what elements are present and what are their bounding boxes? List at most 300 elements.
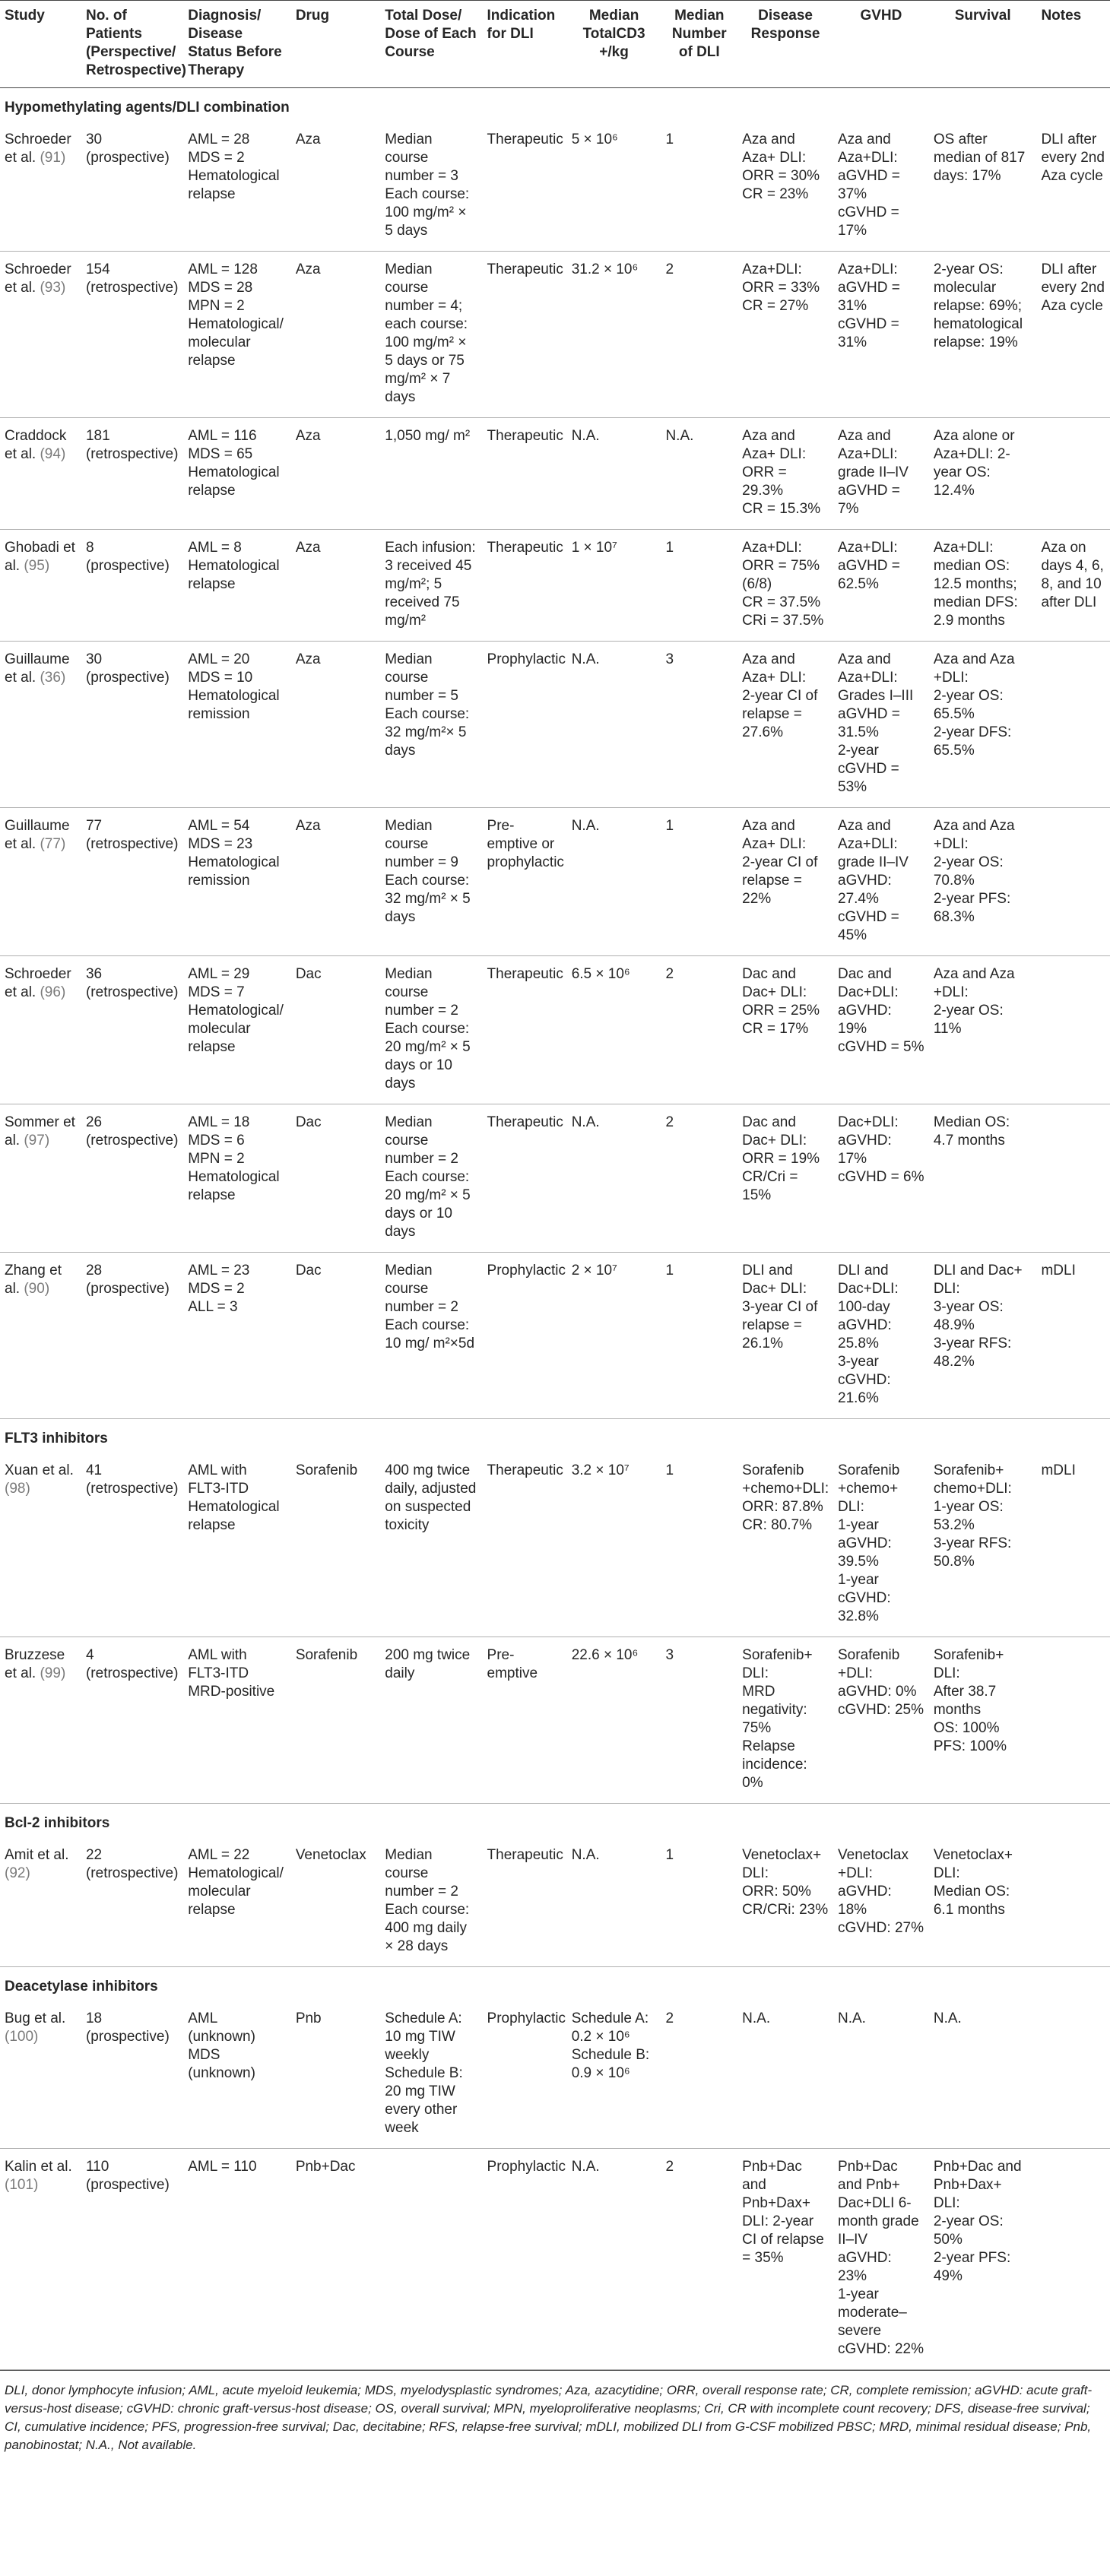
dose-cell — [380, 122, 482, 252]
diagnosis-line: Hematological remission — [188, 854, 280, 889]
diagnosis-cell — [183, 1837, 291, 1967]
gvhd-cell — [833, 2001, 929, 2149]
survival-line: PFS: 100% — [933, 1738, 1007, 1754]
diagnosis-line: Hematological/ molecular relapse — [188, 1003, 284, 1055]
dose-line: Median course number = 3 — [385, 131, 458, 184]
study-reference: (99) — [40, 1665, 66, 1681]
diagnosis-line: Hematological relapse — [188, 464, 280, 499]
dose-cell — [380, 1453, 482, 1637]
header-response: Disease Response — [750, 8, 820, 42]
header-notes: Notes — [1041, 8, 1082, 24]
study-name: Xuan et al. — [5, 1462, 74, 1478]
table-row — [0, 1253, 1110, 1419]
response-line: ORR = 29.3% — [742, 464, 787, 499]
response-line: 2-year CI of relapse = 22% — [742, 854, 818, 907]
gvhd-line: Aza+DLI: aGVHD = 31% — [838, 261, 900, 314]
dose-cell — [380, 1104, 482, 1253]
dose-cell — [380, 418, 482, 530]
drug-cell: Pnb — [291, 2001, 380, 2149]
response-line: CR: 80.7% — [742, 1517, 813, 1533]
response-line: CR/Cri = 15% — [742, 1169, 798, 1203]
dose-line: Schedule B: 20 mg TIW every other week — [385, 2065, 463, 2136]
diagnosis-cell — [183, 418, 291, 530]
gvhd-line: Sorafenib +DLI: aGVHD: 0% — [838, 1647, 917, 1700]
dose-line: Each infusion: 3 received 45 mg/m²; 5 received 75 mg/m² — [385, 540, 476, 629]
ndli-cell: 2 — [661, 2149, 737, 2370]
response-cell — [737, 530, 833, 642]
dose-line: Each course: 32 mg/m²× 5 days — [385, 706, 470, 759]
response-line: ORR = 33% — [742, 280, 820, 296]
ndli-cell: 2 — [661, 252, 737, 418]
study-reference: (94) — [40, 446, 66, 462]
diagnosis-line: Hematological relapse — [188, 558, 280, 592]
gvhd-cell — [833, 122, 929, 252]
drug-cell: Aza — [291, 530, 380, 642]
study-reference: (93) — [40, 280, 66, 296]
table-row — [0, 2001, 1110, 2149]
cd3-cell: 1 × 10⁷ — [567, 530, 661, 642]
ndli-cell: 2 — [661, 956, 737, 1104]
response-line: Sorafenib +chemo+DLI: ORR: 87.8% — [742, 1462, 829, 1515]
diagnosis-line: AML = 128 — [188, 261, 258, 277]
study-cell — [0, 642, 81, 808]
notes-cell: Aza on days 4, 6, 8, and 10 after DLI — [1036, 530, 1110, 642]
dose-line: Median course number = 4; each course: 100 mg/m² × 5 days or 75 mg/m² × 7 days — [385, 261, 468, 405]
survival-line: 2-year DFS: 65.5% — [933, 724, 1012, 759]
drug-cell: Pnb+Dac — [291, 2149, 380, 2370]
study-cell — [0, 808, 81, 956]
survival-cell — [929, 2149, 1037, 2370]
header-cd3: Median TotalCD3 +/kg — [582, 8, 645, 60]
survival-line: 3-year RFS: 48.2% — [933, 1336, 1012, 1370]
study-reference: (95) — [24, 558, 50, 574]
study-name: Ghobadi et al. — [5, 540, 75, 574]
diagnosis-cell — [183, 1453, 291, 1637]
drug-cell: Sorafenib — [291, 1453, 380, 1637]
drug-cell: Aza — [291, 418, 380, 530]
study-reference: (92) — [5, 1865, 30, 1881]
diagnosis-cell — [183, 956, 291, 1104]
drug-cell: Aza — [291, 642, 380, 808]
diagnosis-line: MDS = 10 — [188, 670, 253, 686]
study-name: Schroeder et al. — [5, 131, 71, 166]
dose-line: Each course: 400 mg daily × 28 days — [385, 1902, 470, 1954]
response-line: 2-year CI of relapse = 27.6% — [742, 688, 818, 740]
study-cell — [0, 2001, 81, 2149]
header-row — [0, 1, 1110, 88]
drug-cell: Aza — [291, 252, 380, 418]
response-cell — [737, 642, 833, 808]
diagnosis-cell — [183, 2001, 291, 2149]
notes-cell — [1036, 2001, 1110, 2149]
study-reference: (97) — [24, 1133, 50, 1149]
response-line: CR = 27% — [742, 298, 809, 314]
table-row — [0, 642, 1110, 808]
notes-cell — [1036, 418, 1110, 530]
indication-cell: Prophylactic — [483, 1253, 567, 1419]
study-reference: (101) — [5, 2177, 39, 2193]
section-title: FLT3 inhibitors — [5, 1431, 108, 1446]
study-cell — [0, 1837, 81, 1967]
diagnosis-line: Hematological/ molecular relapse — [188, 316, 284, 369]
patients-cell: 181 (retrospective) — [81, 418, 183, 530]
survival-line: Median OS: 4.7 months — [933, 1114, 1010, 1149]
cd3-cell: N.A. — [567, 418, 661, 530]
ndli-cell: 1 — [661, 1453, 737, 1637]
response-line: CR/CRi: 23% — [742, 1902, 829, 1918]
response-cell — [737, 1637, 833, 1804]
cd3-cell: 6.5 × 10⁶ — [567, 956, 661, 1104]
response-line: Aza+DLI: — [742, 261, 802, 277]
survival-line: N.A. — [933, 2010, 962, 2026]
patients-cell: 22 (retrospective) — [81, 1837, 183, 1967]
response-line: Aza and Aza+ DLI: — [742, 818, 807, 852]
dose-cell — [380, 808, 482, 956]
survival-cell — [929, 122, 1037, 252]
dose-cell — [380, 252, 482, 418]
cd3-cell: N.A. — [567, 2149, 661, 2370]
study-cell — [0, 530, 81, 642]
survival-line: OS: 100% — [933, 1720, 1000, 1736]
response-line: CR = 15.3% — [742, 501, 821, 517]
dose-line: Schedule A: 10 mg TIW weekly — [385, 2010, 462, 2063]
indication-cell: Therapeutic — [483, 418, 567, 530]
diagnosis-line: AML = 54 — [188, 818, 250, 834]
gvhd-line: 1-year cGVHD: 32.8% — [838, 1572, 891, 1624]
dose-line: Each course: 32 mg/m² × 5 days — [385, 873, 471, 925]
patients-cell: 4 (retrospective) — [81, 1637, 183, 1804]
diagnosis-cell — [183, 530, 291, 642]
gvhd-line: Aza and Aza+DLI: grade II–IV aGVHD = 7% — [838, 428, 909, 517]
cd3-cell: N.A. — [567, 1837, 661, 1967]
patients-cell: 77 (retrospective) — [81, 808, 183, 956]
cd3-cell: 3.2 × 10⁷ — [567, 1453, 661, 1637]
diagnosis-line: AML = 28 — [188, 131, 250, 147]
study-cell — [0, 1637, 81, 1804]
diagnosis-line: MPN = 2 — [188, 298, 245, 314]
section-header-row — [0, 1804, 1110, 1838]
cd3-cell: N.A. — [567, 808, 661, 956]
response-line: ORR = 25% — [742, 1003, 820, 1019]
dose-line: Median course number = 2 — [385, 1263, 458, 1315]
patients-cell: 28 (prospective) — [81, 1253, 183, 1419]
study-reference: (100) — [5, 2029, 39, 2045]
header-gvhd: GVHD — [860, 8, 902, 24]
study-cell — [0, 956, 81, 1104]
study-reference: (90) — [24, 1281, 50, 1297]
study-reference: (36) — [40, 670, 66, 686]
dose-line: Median course number = 2 — [385, 966, 458, 1019]
gvhd-line: N.A. — [838, 2010, 866, 2026]
response-cell — [737, 418, 833, 530]
notes-cell: mDLI — [1036, 1253, 1110, 1419]
response-line: Dac and Dac+ DLI: — [742, 966, 807, 1000]
drug-cell: Dac — [291, 956, 380, 1104]
patients-cell: 154 (retrospective) — [81, 252, 183, 418]
drug-cell: Venetoclax — [291, 1837, 380, 1967]
study-name: Bruzzese et al. — [5, 1647, 65, 1681]
diagnosis-line: AML = 116 — [188, 428, 257, 444]
ndli-cell: 1 — [661, 808, 737, 956]
gvhd-line: cGVHD: 27% — [838, 1920, 924, 1936]
drug-cell: Dac — [291, 1253, 380, 1419]
survival-line: 3-year OS: 48.9% — [933, 1299, 1004, 1333]
indication-cell: Therapeutic — [483, 1837, 567, 1967]
response-line: ORR = 75% (6/8) — [742, 558, 820, 592]
gvhd-line: Aza+DLI: aGVHD = 62.5% — [838, 540, 900, 592]
survival-line: 3-year RFS: 50.8% — [933, 1535, 1012, 1570]
response-line: Aza and Aza+ DLI: — [742, 131, 807, 166]
cd3-cell: Schedule A: 0.2 × 10⁶ Schedule B: 0.9 × 10⁶ — [567, 2001, 661, 2149]
study-cell — [0, 122, 81, 252]
survival-line: 2-year PFS: 68.3% — [933, 891, 1011, 925]
response-cell — [737, 1453, 833, 1637]
gvhd-cell — [833, 1637, 929, 1804]
survival-line: 2-year OS: 70.8% — [933, 854, 1004, 889]
gvhd-line: cGVHD: 25% — [838, 1702, 924, 1718]
diagnosis-line: AML with FLT3-ITD MRD-positive — [188, 1647, 275, 1700]
ndli-cell: 1 — [661, 530, 737, 642]
diagnosis-cell — [183, 642, 291, 808]
header-drug: Drug — [295, 8, 330, 24]
header-ndli: Median Number of DLI — [671, 8, 727, 60]
patients-cell: 30 (prospective) — [81, 642, 183, 808]
notes-cell — [1036, 956, 1110, 1104]
cd3-cell: 31.2 × 10⁶ — [567, 252, 661, 418]
header-study: Study — [5, 8, 45, 24]
dose-line: Each course: 100 mg/m² × 5 days — [385, 186, 470, 239]
survival-line: Sorafenib+ chemo+DLI: — [933, 1462, 1012, 1497]
table-row — [0, 418, 1110, 530]
survival-line: Aza and Aza +DLI: — [933, 818, 1015, 852]
survival-line: 2-year OS: 11% — [933, 1003, 1004, 1037]
study-name: Sommer et al. — [5, 1114, 75, 1149]
survival-line: 2-year OS: molecular relapse: 69%; hematological relapse: 19% — [933, 261, 1023, 350]
gvhd-line: cGVHD = 31% — [838, 316, 899, 350]
dose-line: Median course number = 2 — [385, 1114, 458, 1167]
gvhd-line: Aza and Aza+DLI: Grades I–III aGVHD = 31.5% — [838, 651, 914, 740]
survival-line: Aza alone or Aza+DLI: 2-year OS: 12.4% — [933, 428, 1015, 499]
diagnosis-line: AML = 20 — [188, 651, 250, 667]
indication-cell: Therapeutic — [483, 122, 567, 252]
response-line: DLI and Dac+ DLI: — [742, 1263, 807, 1297]
study-name: Kalin et al. — [5, 2159, 72, 2175]
drug-cell: Sorafenib — [291, 1637, 380, 1804]
dose-line: Median course number = 9 — [385, 818, 458, 870]
table-footnote: DLI, donor lymphocyte infusion; AML, acute myeloid leukemia; MDS, myelodysplastic syndromes; Aza, azacytidine; ORR, overall response rate; CR, complete remission; aGVHD: acute graft-versus-host disease; cGVHD: chronic graft-versus-host disease; OS, overall survival; MPN, myeloproliferative neoplasms; Cri, CR with incomplete count recovery; DFS, disease-free survival; CI, cumulative incidence; PFS, progression-free survival; Dac, decitabine; RFS, relapse-free survival; mDLI, mobilized DLI from G-CSF mobilized PBSC; MRD, minimal residual disease; Pnb, panobinostat; N.A., Not available. — [0, 2370, 1110, 2454]
survival-line: 2-year OS: 50% — [933, 2213, 1004, 2248]
response-line: Aza and Aza+ DLI: — [742, 651, 807, 686]
study-name: Schroeder et al. — [5, 261, 71, 296]
study-reference: (98) — [5, 1481, 30, 1497]
ndli-cell: 1 — [661, 1253, 737, 1419]
survival-line: OS after median of 817 days: 17% — [933, 131, 1026, 184]
survival-cell — [929, 530, 1037, 642]
survival-line: Aza and Aza +DLI: — [933, 966, 1015, 1000]
study-name: Guillaume et al. — [5, 651, 70, 686]
diagnosis-cell — [183, 808, 291, 956]
dose-cell — [380, 530, 482, 642]
study-name: Zhang et al. — [5, 1263, 62, 1297]
notes-cell — [1036, 1104, 1110, 1253]
section-header-row — [0, 1967, 1110, 2001]
notes-cell — [1036, 1637, 1110, 1804]
table-row — [0, 1104, 1110, 1253]
ndli-cell: 2 — [661, 2001, 737, 2149]
diagnosis-line: Hematological relapse — [188, 168, 280, 202]
diagnosis-cell — [183, 1637, 291, 1804]
patients-cell: 18 (prospective) — [81, 2001, 183, 2149]
study-name: Schroeder et al. — [5, 966, 71, 1000]
gvhd-line: Aza and Aza+DLI: aGVHD = 37% — [838, 131, 900, 202]
indication-cell: Prophylactic — [483, 2001, 567, 2149]
section-header-row — [0, 1419, 1110, 1453]
survival-cell — [929, 1453, 1037, 1637]
indication-cell: Prophylactic — [483, 642, 567, 808]
diagnosis-cell — [183, 1253, 291, 1419]
dose-cell — [380, 1253, 482, 1419]
diagnosis-cell — [183, 1104, 291, 1253]
diagnosis-line: MDS = 7 — [188, 984, 245, 1000]
study-cell — [0, 418, 81, 530]
survival-line: Aza and Aza +DLI: — [933, 651, 1015, 686]
indication-cell: Pre-emptive or prophylactic — [483, 808, 567, 956]
table-row — [0, 956, 1110, 1104]
diagnosis-line: AML = 29 — [188, 966, 250, 982]
response-line: Aza and Aza+ DLI: — [742, 428, 807, 462]
patients-cell: 41 (retrospective) — [81, 1453, 183, 1637]
patients-cell: 8 (prospective) — [81, 530, 183, 642]
ndli-cell: N.A. — [661, 418, 737, 530]
study-name: Craddock et al. — [5, 428, 67, 462]
response-cell — [737, 1253, 833, 1419]
indication-cell: Therapeutic — [483, 956, 567, 1104]
indication-cell: Therapeutic — [483, 252, 567, 418]
dose-line: Median course number = 5 — [385, 651, 458, 704]
gvhd-line: cGVHD = 17% — [838, 204, 899, 239]
survival-line: Median OS: 6.1 months — [933, 1884, 1010, 1918]
response-line: ORR = 30% — [742, 168, 820, 184]
response-line: CR = 37.5% — [742, 594, 821, 610]
response-line: Venetoclax+ DLI: — [742, 1847, 822, 1881]
header-indication: Indication for DLI — [487, 8, 556, 42]
gvhd-line: 3-year cGVHD: 21.6% — [838, 1354, 891, 1406]
diagnosis-line: AML = 23 — [188, 1263, 250, 1278]
response-cell — [737, 1837, 833, 1967]
diagnosis-line: AML with FLT3-ITD Hematological relapse — [188, 1462, 280, 1533]
header-patients: No. of Patients (Perspective/ Retrospective) — [85, 8, 186, 78]
diagnosis-line: AML (unknown) — [188, 2010, 255, 2045]
diagnosis-line: MDS = 2 — [188, 150, 245, 166]
section-title: Hypomethylating agents/DLI combination — [5, 100, 290, 116]
gvhd-cell — [833, 418, 929, 530]
survival-line: Venetoclax+ DLI: — [933, 1847, 1013, 1881]
patients-cell: 110 (prospective) — [81, 2149, 183, 2370]
gvhd-cell — [833, 1253, 929, 1419]
gvhd-cell — [833, 808, 929, 956]
dose-line: 400 mg twice daily, adjusted on suspected toxicity — [385, 1462, 477, 1533]
response-line: ORR = 19% — [742, 1151, 820, 1167]
ndli-cell: 3 — [661, 1637, 737, 1804]
response-line: ORR: 50% — [742, 1884, 811, 1900]
survival-line: DLI and Dac+ DLI: — [933, 1263, 1023, 1297]
survival-cell — [929, 252, 1037, 418]
gvhd-cell — [833, 252, 929, 418]
gvhd-line: cGVHD = 45% — [838, 909, 899, 943]
response-line: CR = 23% — [742, 186, 809, 202]
ndli-cell: 1 — [661, 122, 737, 252]
notes-cell: DLI after every 2nd Aza cycle — [1036, 122, 1110, 252]
gvhd-line: Dac+DLI: aGVHD: 17% — [838, 1114, 899, 1167]
diagnosis-line: AML = 22 — [188, 1847, 250, 1863]
gvhd-cell — [833, 642, 929, 808]
diagnosis-line: MDS = 65 — [188, 446, 253, 462]
study-cell — [0, 252, 81, 418]
survival-line: 2-year PFS: 49% — [933, 2250, 1011, 2284]
diagnosis-line: Hematological relapse — [188, 1169, 280, 1203]
response-cell — [737, 2001, 833, 2149]
section-header-row — [0, 88, 1110, 122]
table-row — [0, 1637, 1110, 1804]
dose-line: 1,050 mg/ m² — [385, 428, 471, 444]
indication-cell: Pre-emptive — [483, 1637, 567, 1804]
dose-line: Each course: 10 mg/ m²×5d — [385, 1317, 475, 1351]
notes-cell — [1036, 642, 1110, 808]
response-line: Aza+DLI: — [742, 540, 802, 556]
response-line: Relapse incidence: 0% — [742, 1738, 807, 1791]
gvhd-line: Dac and Dac+DLI: aGVHD: 19% — [838, 966, 899, 1037]
gvhd-line: cGVHD = 5% — [838, 1039, 924, 1055]
gvhd-line: Aza and Aza+DLI: grade II–IV aGVHD: 27.4% — [838, 818, 909, 907]
ndli-cell: 3 — [661, 642, 737, 808]
cd3-cell: 2 × 10⁷ — [567, 1253, 661, 1419]
dose-cell — [380, 1837, 482, 1967]
study-cell — [0, 1453, 81, 1637]
response-cell — [737, 252, 833, 418]
gvhd-line: 1-year aGVHD: 39.5% — [838, 1517, 892, 1570]
ndli-cell: 1 — [661, 1837, 737, 1967]
survival-cell — [929, 808, 1037, 956]
cd3-cell: 5 × 10⁶ — [567, 122, 661, 252]
notes-cell — [1036, 2149, 1110, 2370]
diagnosis-line: MDS = 28 — [188, 280, 253, 296]
drug-cell: Aza — [291, 122, 380, 252]
survival-line: 2-year OS: 65.5% — [933, 688, 1004, 722]
notes-cell — [1036, 1837, 1110, 1967]
gvhd-line: 2-year cGVHD = 53% — [838, 743, 899, 795]
section-title: Bcl-2 inhibitors — [5, 1815, 110, 1831]
response-cell — [737, 956, 833, 1104]
table-row — [0, 122, 1110, 252]
study-cell — [0, 1104, 81, 1253]
gvhd-cell — [833, 2149, 929, 2370]
drug-cell: Dac — [291, 1104, 380, 1253]
diagnosis-line: MDS = 23 — [188, 836, 253, 852]
gvhd-line: Sorafenib +chemo+ DLI: — [838, 1462, 900, 1515]
dose-line: 200 mg twice daily — [385, 1647, 471, 1681]
section-title: Deacetylase inhibitors — [5, 1979, 158, 1995]
response-line: N.A. — [742, 2010, 771, 2026]
notes-cell — [1036, 808, 1110, 956]
response-line: Pnb+Dac and Pnb+Dax+ DLI: 2-year CI of relapse = 35% — [742, 2159, 824, 2266]
table-row — [0, 1837, 1110, 1967]
survival-line: 1-year OS: 53.2% — [933, 1499, 1004, 1533]
table-row — [0, 808, 1110, 956]
survival-cell — [929, 1837, 1037, 1967]
diagnosis-cell — [183, 252, 291, 418]
gvhd-cell — [833, 956, 929, 1104]
table-body — [0, 88, 1110, 2370]
